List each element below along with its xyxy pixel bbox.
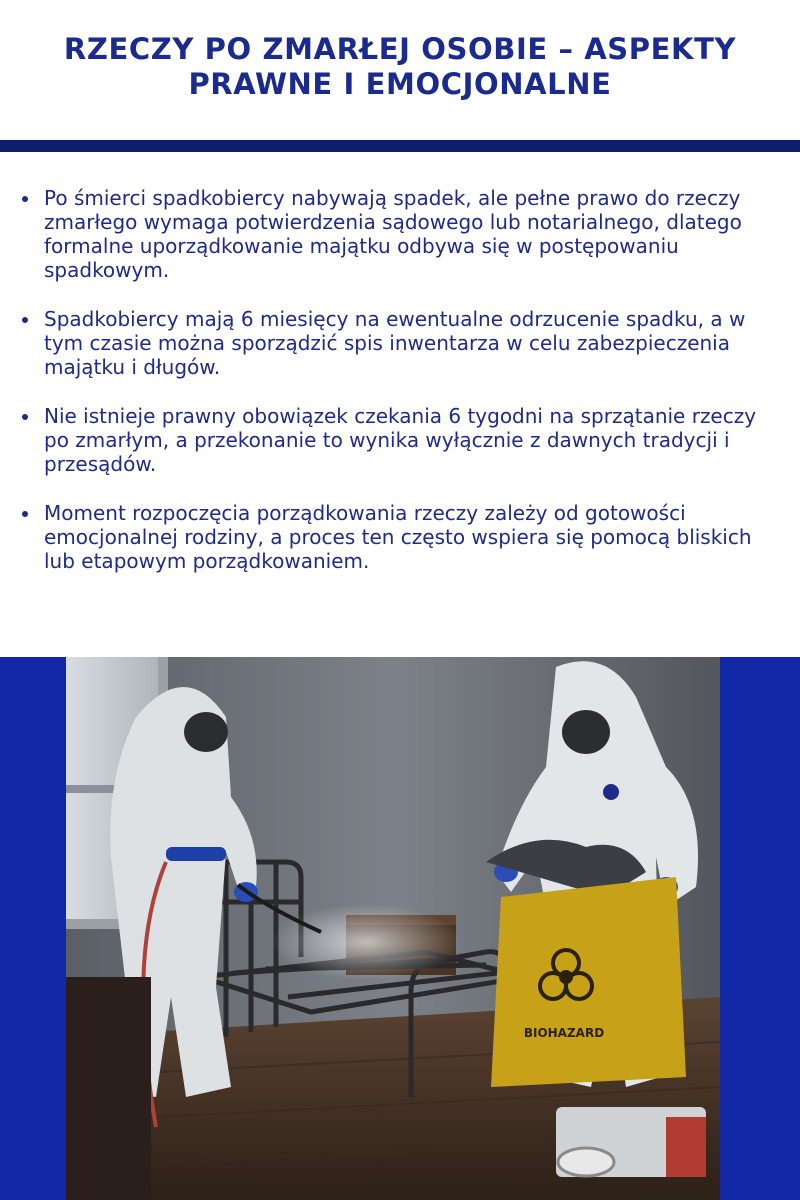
bullet-dot-icon <box>22 511 28 517</box>
dresser <box>66 977 151 1200</box>
spray-mist <box>271 904 461 980</box>
cleaning-crew-photo <box>66 657 720 1200</box>
bullet-dot-icon <box>22 317 28 323</box>
bullet-text: Moment rozpoczęcia porządkowania rzeczy zależy od gotowości emocjonalnej rodziny, a proces ten często wspiera się pomocą bliskich lub etapowym porządkowaniem. <box>44 501 752 573</box>
bag-label: BIOHAZARD <box>523 1026 605 1040</box>
header <box>0 0 800 140</box>
cleaning-supplies <box>556 1107 706 1177</box>
page-title: RZECZY PO ZMARŁEJ OSOBIE – ASPEKTY PRAWNE I EMOCJONALNE <box>63 32 737 101</box>
bullet-text: Nie istnieje prawny obowiązek czekania 6 tygodni na sprzątanie rzeczy po zmarłym, a przekonanie to wynika wyłącznie z dawnych tradycji i przesądów. <box>44 404 757 476</box>
bullet-text: Spadkobiercy mają 6 miesięcy na ewentualne odrzucenie spadku, a w tym czasie można sporządzić spis inwentarza w celu zabezpieczenia majątku i długów. <box>44 307 746 379</box>
bullet-item <box>22 186 782 282</box>
bullet-dot-icon <box>22 196 28 202</box>
content-section <box>0 152 800 657</box>
bullet-dot-icon <box>22 414 28 420</box>
bullet-item <box>22 307 782 379</box>
bullet-list <box>22 186 782 598</box>
header-divider <box>0 140 800 152</box>
bullet-text: Po śmierci spadkobiercy nabywają spadek, ale pełne prawo do rzeczy zmarłego wymaga potwierdzenia sądowego lub notarialnego, dlatego formalne uporządkowanie majątku odbywa się w postępowaniu spadkowym. <box>44 186 742 282</box>
bullet-item <box>22 404 782 476</box>
biohazard-bag <box>491 877 686 1087</box>
bullet-item <box>22 501 782 573</box>
